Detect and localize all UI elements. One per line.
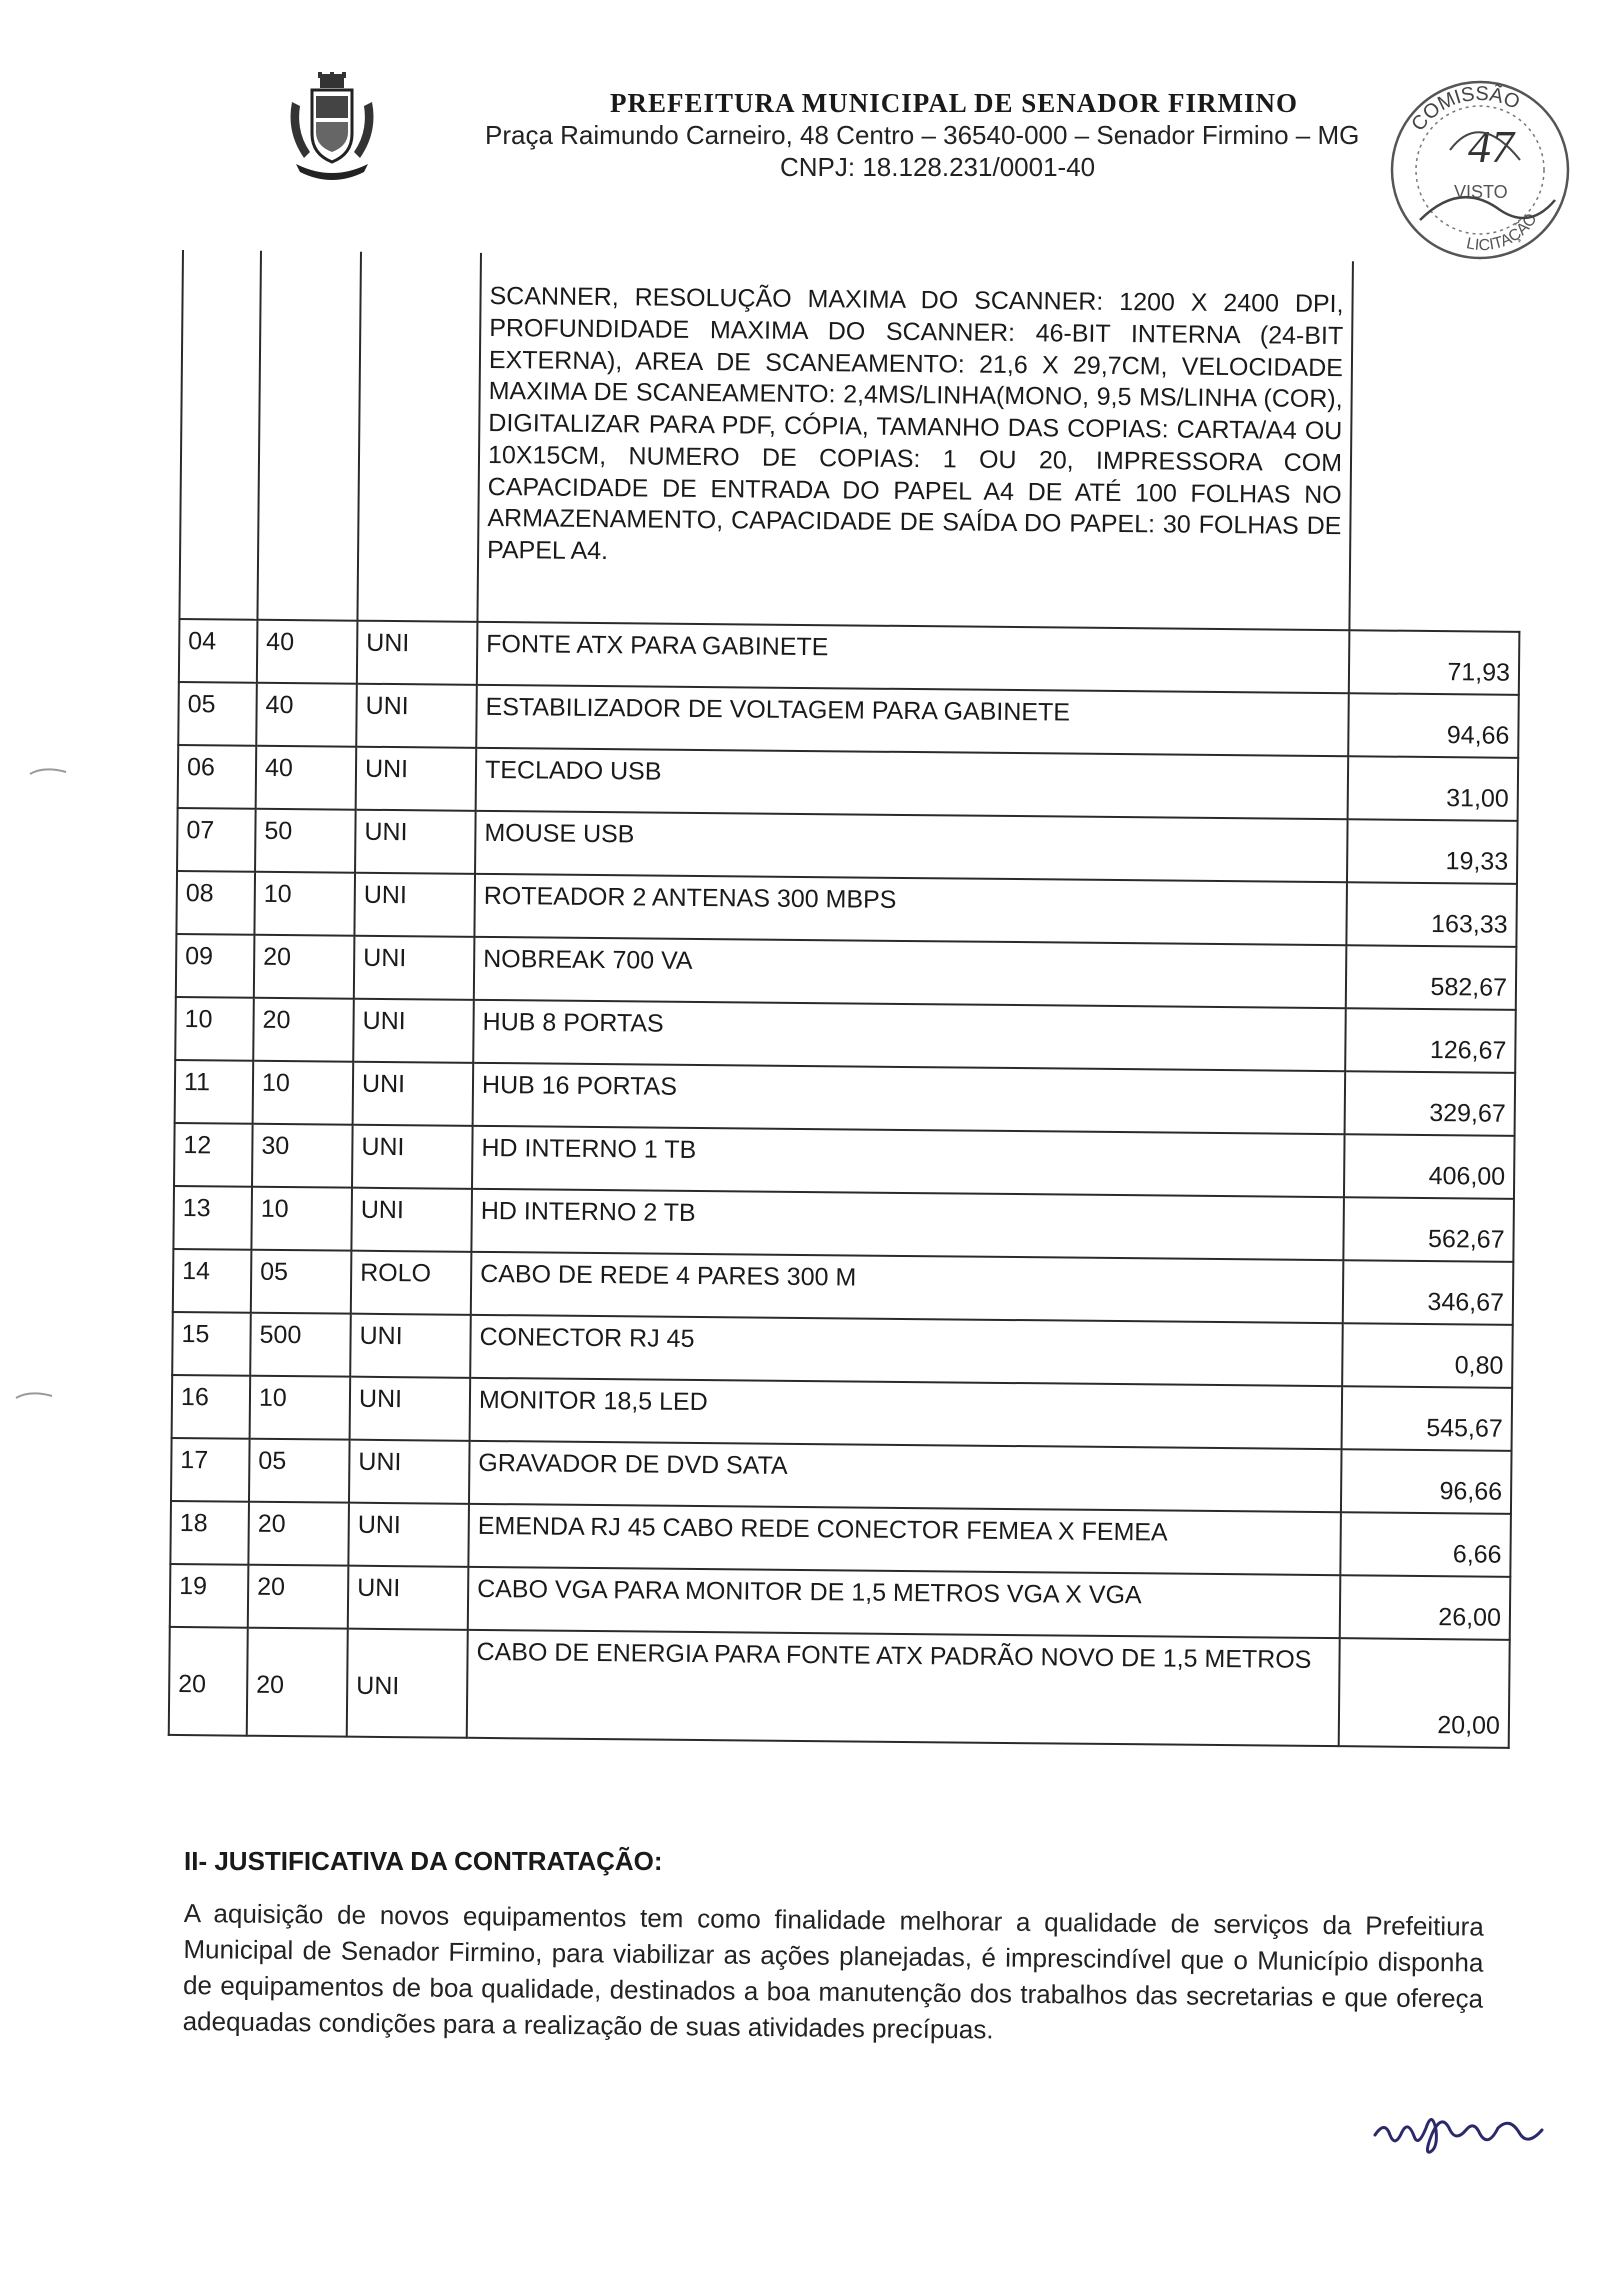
item-number: 11	[175, 1060, 254, 1124]
item-description: MONITOR 18,5 LED	[470, 1378, 1343, 1449]
item-number: 10	[175, 997, 254, 1061]
justification-title: II- JUSTIFICATIVA DA CONTRATAÇÃO:	[184, 1846, 663, 1876]
items-table-container	[167, 250, 1522, 1818]
item-description: NOBREAK 700 VA	[474, 937, 1347, 1008]
item-description: CABO VGA PARA MONITOR DE 1,5 METROS VGA X VGA	[468, 1567, 1341, 1638]
item-description: HUB 8 PORTAS	[473, 1000, 1346, 1071]
justification-text: A aquisição de novos equipamentos tem como finalidade melhorar a qualidade de serviços da Prefeitiura Municipal de Senador Firmino, para viabilizar as ações planejadas, é imprescindível que o Município disponha de equipamentos de boa qualidade, destinados a boa manutenção dos trabalhos das secretarias e que ofereça adequadas condições para a realização de suas atividades precípuas.	[182, 1897, 1484, 2045]
item-number: 08	[176, 871, 255, 935]
item-unit: UNI	[348, 1566, 469, 1630]
item-description: GRAVADOR DE DVD SATA	[469, 1441, 1342, 1512]
item-description: HD INTERNO 2 TB	[471, 1189, 1344, 1260]
item-price: 329,67	[1345, 1071, 1516, 1136]
item-price: 6,66	[1340, 1512, 1511, 1577]
item-quantity: 50	[255, 809, 356, 873]
item-number: 16	[172, 1375, 251, 1439]
header-title: PREFEITURA MUNICIPAL DE SENADOR FIRMINO	[610, 88, 1299, 118]
item-number: 04	[179, 619, 258, 683]
item-price: 26,00	[1340, 1575, 1511, 1640]
item-number: 17	[171, 1438, 250, 1502]
item-quantity: 10	[251, 1187, 352, 1251]
items-table	[168, 250, 1524, 1749]
item-unit: UNI	[356, 747, 477, 811]
item-quantity: 20	[248, 1565, 349, 1629]
item-unit: UNI	[354, 873, 475, 937]
item-price: 126,67	[1345, 1008, 1516, 1073]
item-unit: ROLO	[351, 1251, 472, 1315]
item-quantity: 40	[256, 683, 357, 747]
item-description: HD INTERNO 1 TB	[472, 1126, 1345, 1197]
item-quantity: 500	[250, 1313, 351, 1377]
item-price: 582,67	[1346, 945, 1517, 1010]
item-quantity: 20	[254, 935, 355, 999]
header-address: Praça Raimundo Carneiro, 48 Centro – 36540-000 – Senador Firmino – MG	[485, 120, 1360, 150]
table-row-scanner	[179, 250, 1522, 632]
item-unit: UNI	[347, 1629, 468, 1738]
item-price: 545,67	[1342, 1386, 1513, 1451]
item-unit: UNI	[357, 621, 478, 685]
item-description: HUB 16 PORTAS	[473, 1063, 1346, 1134]
item-price: 406,00	[1344, 1134, 1515, 1199]
item-number: 18	[170, 1501, 249, 1565]
item-description: ROTEADOR 2 ANTENAS 300 MBPS	[474, 874, 1347, 945]
table-row	[169, 1627, 1510, 1748]
item-description: CABO DE REDE 4 PARES 300 M	[471, 1252, 1344, 1323]
item-number: 07	[177, 808, 256, 872]
municipal-crest-icon	[282, 72, 382, 182]
item-price: 19,33	[1347, 819, 1518, 884]
item-number: 20	[169, 1627, 248, 1736]
item-unit: UNI	[348, 1503, 469, 1567]
item-description: EMENDA RJ 45 CABO REDE CONECTOR FEMEA X FEMEA	[468, 1504, 1341, 1575]
item-unit: UNI	[353, 1062, 474, 1126]
item-unit: UNI	[352, 1125, 473, 1189]
item-price: 0,80	[1342, 1323, 1513, 1388]
item-number: 05	[178, 682, 257, 746]
item-unit: UNI	[349, 1440, 470, 1504]
item-number: 12	[174, 1123, 253, 1187]
stamp-text-middle: VISTO	[1454, 182, 1508, 202]
item-number: 14	[173, 1249, 252, 1313]
item-quantity: 20	[253, 998, 354, 1062]
item-price: 20,00	[1339, 1638, 1510, 1748]
item-number: 13	[173, 1186, 252, 1250]
item-unit: UNI	[355, 810, 476, 874]
item-quantity: 20	[248, 1502, 349, 1566]
item-unit: UNI	[351, 1188, 472, 1252]
item-quantity: 40	[256, 746, 357, 810]
item-unit: UNI	[354, 936, 475, 1000]
item-number: 15	[172, 1312, 251, 1376]
item-unit: UNI	[350, 1314, 471, 1378]
margin-mark-icon	[14, 1388, 54, 1402]
stamp-text-bottom: LICITAÇÃO	[1464, 210, 1541, 255]
item-unit: UNI	[350, 1377, 471, 1441]
item-description: MOUSE USB	[475, 811, 1348, 882]
item-price: 346,67	[1343, 1260, 1514, 1325]
item-price: 562,67	[1343, 1197, 1514, 1262]
stamp-number: 47	[1468, 121, 1514, 172]
item-unit: UNI	[356, 684, 477, 748]
item-quantity: 10	[254, 872, 355, 936]
item-quantity: 10	[250, 1376, 351, 1440]
item-quantity: 30	[252, 1124, 353, 1188]
margin-mark-icon	[28, 764, 68, 778]
item-quantity: 40	[257, 620, 358, 684]
item-number: 19	[170, 1564, 249, 1628]
item-number: 09	[176, 934, 255, 998]
header-cnpj: CNPJ: 18.128.231/0001-40	[780, 152, 1096, 182]
item-price: 31,00	[1348, 756, 1519, 821]
item-description: TECLADO USB	[476, 748, 1349, 819]
item-quantity: 05	[249, 1439, 350, 1503]
stamp-text-top: COMISSÃO	[1407, 82, 1524, 136]
handwritten-signature-icon	[1370, 2090, 1550, 2160]
item-price: 94,66	[1348, 693, 1519, 758]
item-quantity: 10	[253, 1061, 354, 1125]
item-price: 163,33	[1346, 882, 1517, 947]
item-quantity: 05	[251, 1250, 352, 1314]
item-quantity: 20	[247, 1628, 348, 1737]
item-description: CABO DE ENERGIA PARA FONTE ATX PADRÃO NOVO DE 1,5 METROS	[467, 1630, 1340, 1746]
item-description: CONECTOR RJ 45	[470, 1315, 1343, 1386]
item-price: 96,66	[1341, 1449, 1512, 1514]
item-description: FONTE ATX PARA GABINETE	[477, 622, 1350, 693]
item-number: 06	[178, 745, 257, 809]
commission-stamp-icon	[1380, 70, 1580, 270]
item-description: ESTABILIZADOR DE VOLTAGEM PARA GABINETE	[476, 685, 1349, 756]
item-price: 71,93	[1349, 630, 1520, 695]
scanner-description: SCANNER, RESOLUÇÃO MAXIMA DO SCANNER: 1200 X 2400 DPI, PROFUNDIDADE MAXIMA DO SCANNER: 46-BIT INTERNA (24-BIT EXTERNA), AREA DE SCANEAMENTO: 21,6 X 29,7CM, VELOCIDADE MAXIMA DE SCANEAMENTO: 2,4MS/LINHA(MONO, 9,5 MS/LINHA (COR), DIGITALIZAR PARA PDF, CÓPIA, TAMANHO DAS COPIAS: CARTA/A4 OU 10X15CM, NUMERO DE COPIAS: 1 OU 20, IMPRESSORA COM CAPACIDADE DE ENTRADA DO PAPEL A4 DE ATÉ 100 FOLHAS NO ARMAZENAMENTO, CAPACIDADE DE SAÍDA DO PAPEL: 30 FOLHAS DE PAPEL A4.	[477, 253, 1353, 630]
item-unit: UNI	[353, 999, 474, 1063]
